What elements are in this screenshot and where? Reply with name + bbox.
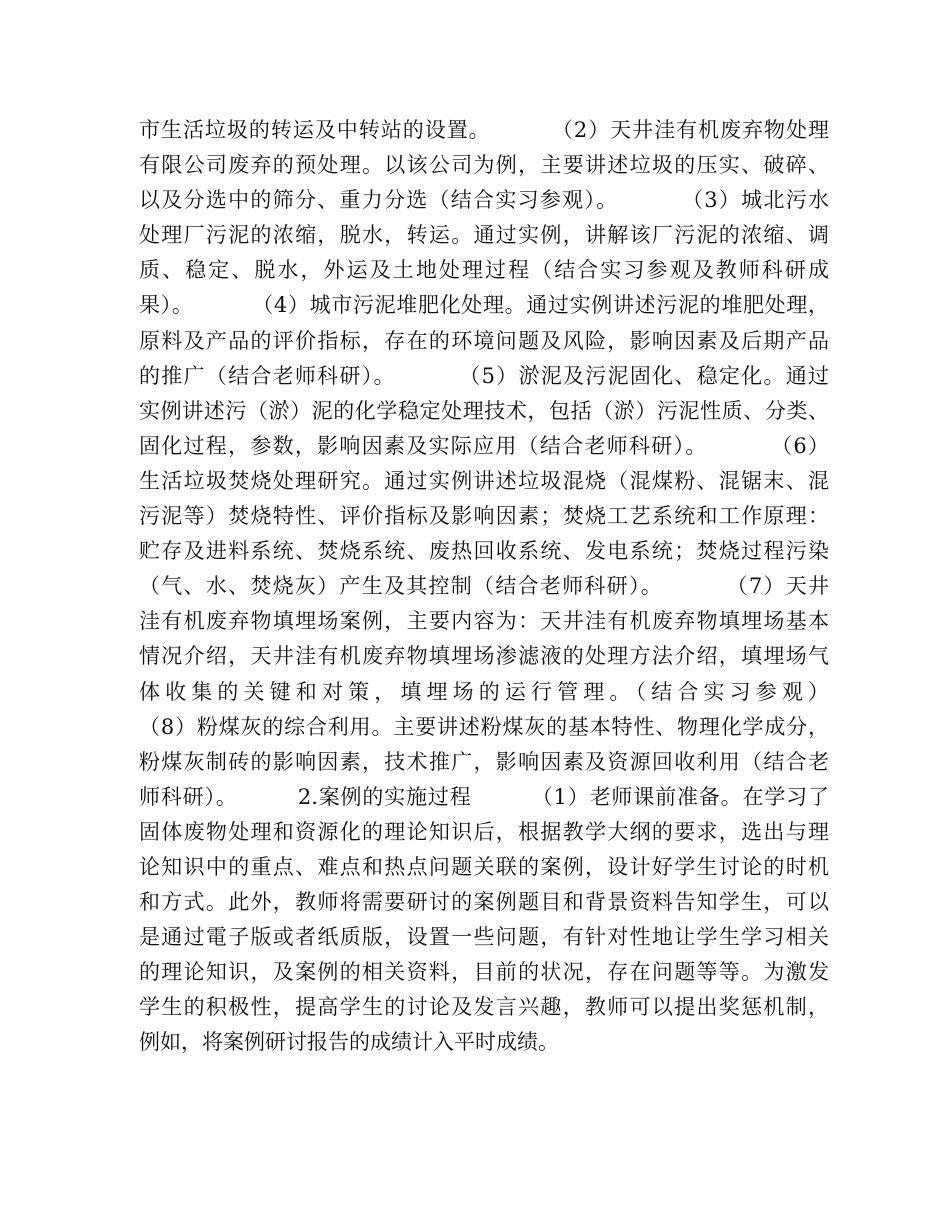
text-line: 和方式。此外，教师将需要研讨的案例题目和背景资料告知学生，可以 bbox=[139, 890, 829, 915]
text-line: 有限公司废弃的预处理。以该公司为例，主要讲述垃圾的压实、破碎、 bbox=[139, 153, 829, 178]
text-line: 的理论知识，及案例的相关资料，目前的状况，存在问题等等。为激发 bbox=[139, 960, 829, 985]
text-line: （8）粉煤灰的综合利用。主要讲述粉煤灰的基本特性、物理化学成分， bbox=[139, 714, 829, 739]
text-line: 以及分选中的筛分、重力分选（结合实习参观）。 （3）城北污水 bbox=[139, 188, 829, 213]
text-line: 处理厂污泥的浓缩，脱水，转运。通过实例，讲解该厂污泥的浓缩、调 bbox=[139, 223, 829, 248]
text-line: 师科研）。 2.案例的实施过程 （1）老师课前准备。在学习了 bbox=[139, 784, 829, 809]
text-line: 质、稳定、脱水，外运及土地处理过程（结合实习参观及教师科研成 bbox=[139, 258, 829, 283]
text-line: 生活垃圾焚烧处理研究。通过实例讲述垃圾混烧（混煤粉、混锯末、混 bbox=[139, 468, 829, 493]
text-line: （气、水、焚烧灰）产生及其控制（结合老师科研）。 （7）天井 bbox=[139, 574, 829, 599]
text-line: 体收集的关键和对策，填埋场的运行管理。（结合实习参观） bbox=[139, 679, 829, 704]
text-line: 贮存及进料系统、焚烧系统、废热回收系统、发电系统；焚烧过程污染 bbox=[139, 539, 829, 564]
text-line: 粉煤灰制砖的影响因素，技术推广，影响因素及资源回收利用（结合老 bbox=[139, 749, 829, 774]
text-line: 论知识中的重点、难点和热点问题关联的案例，设计好学生讨论的时机 bbox=[139, 854, 829, 879]
text-line: 是通过電子版或者纸质版，设置一些问题，有针对性地让学生学习相关 bbox=[139, 925, 829, 950]
text-line: 污泥等）焚烧特性、评价指标及影响因素；焚烧工艺系统和工作原理： bbox=[139, 504, 829, 529]
body-paragraph bbox=[139, 113, 829, 1061]
text-line: 洼有机废弃物填埋场案例，主要内容为：天井洼有机废弃物填埋场基本 bbox=[139, 609, 829, 634]
text-line: 实例讲述污（淤）泥的化学稳定处理技术，包括（淤）污泥性质、分类、 bbox=[139, 398, 829, 423]
text-line: 原料及产品的评价指标，存在的环境问题及风险，影响因素及后期产品 bbox=[139, 328, 829, 353]
text-line: 固体废物处理和资源化的理论知识后，根据教学大纲的要求，选出与理 bbox=[139, 819, 829, 844]
text-line: 固化过程，参数，影响因素及实际应用（结合老师科研）。 （6） bbox=[139, 433, 829, 458]
text-line: 例如，将案例研讨报告的成绩计入平时成绩。 bbox=[139, 1030, 559, 1055]
text-line: 市生活垃圾的转运及中转站的设置。 （2）天井洼有机废弃物处理 bbox=[139, 118, 829, 142]
text-line: 情况介绍，天井洼有机废弃物填埋场渗滤液的处理方法介绍，填埋场气 bbox=[139, 644, 829, 669]
text-line: 果）。 （4）城市污泥堆肥化处理。通过实例讲述污泥的堆肥处理， bbox=[139, 293, 829, 318]
text-line: 学生的积极性，提高学生的讨论及发言兴趣，教师可以提出奖惩机制， bbox=[139, 995, 829, 1020]
text-line: 的推广（结合老师科研）。 （5）淤泥及污泥固化、稳定化。通过 bbox=[139, 363, 829, 388]
